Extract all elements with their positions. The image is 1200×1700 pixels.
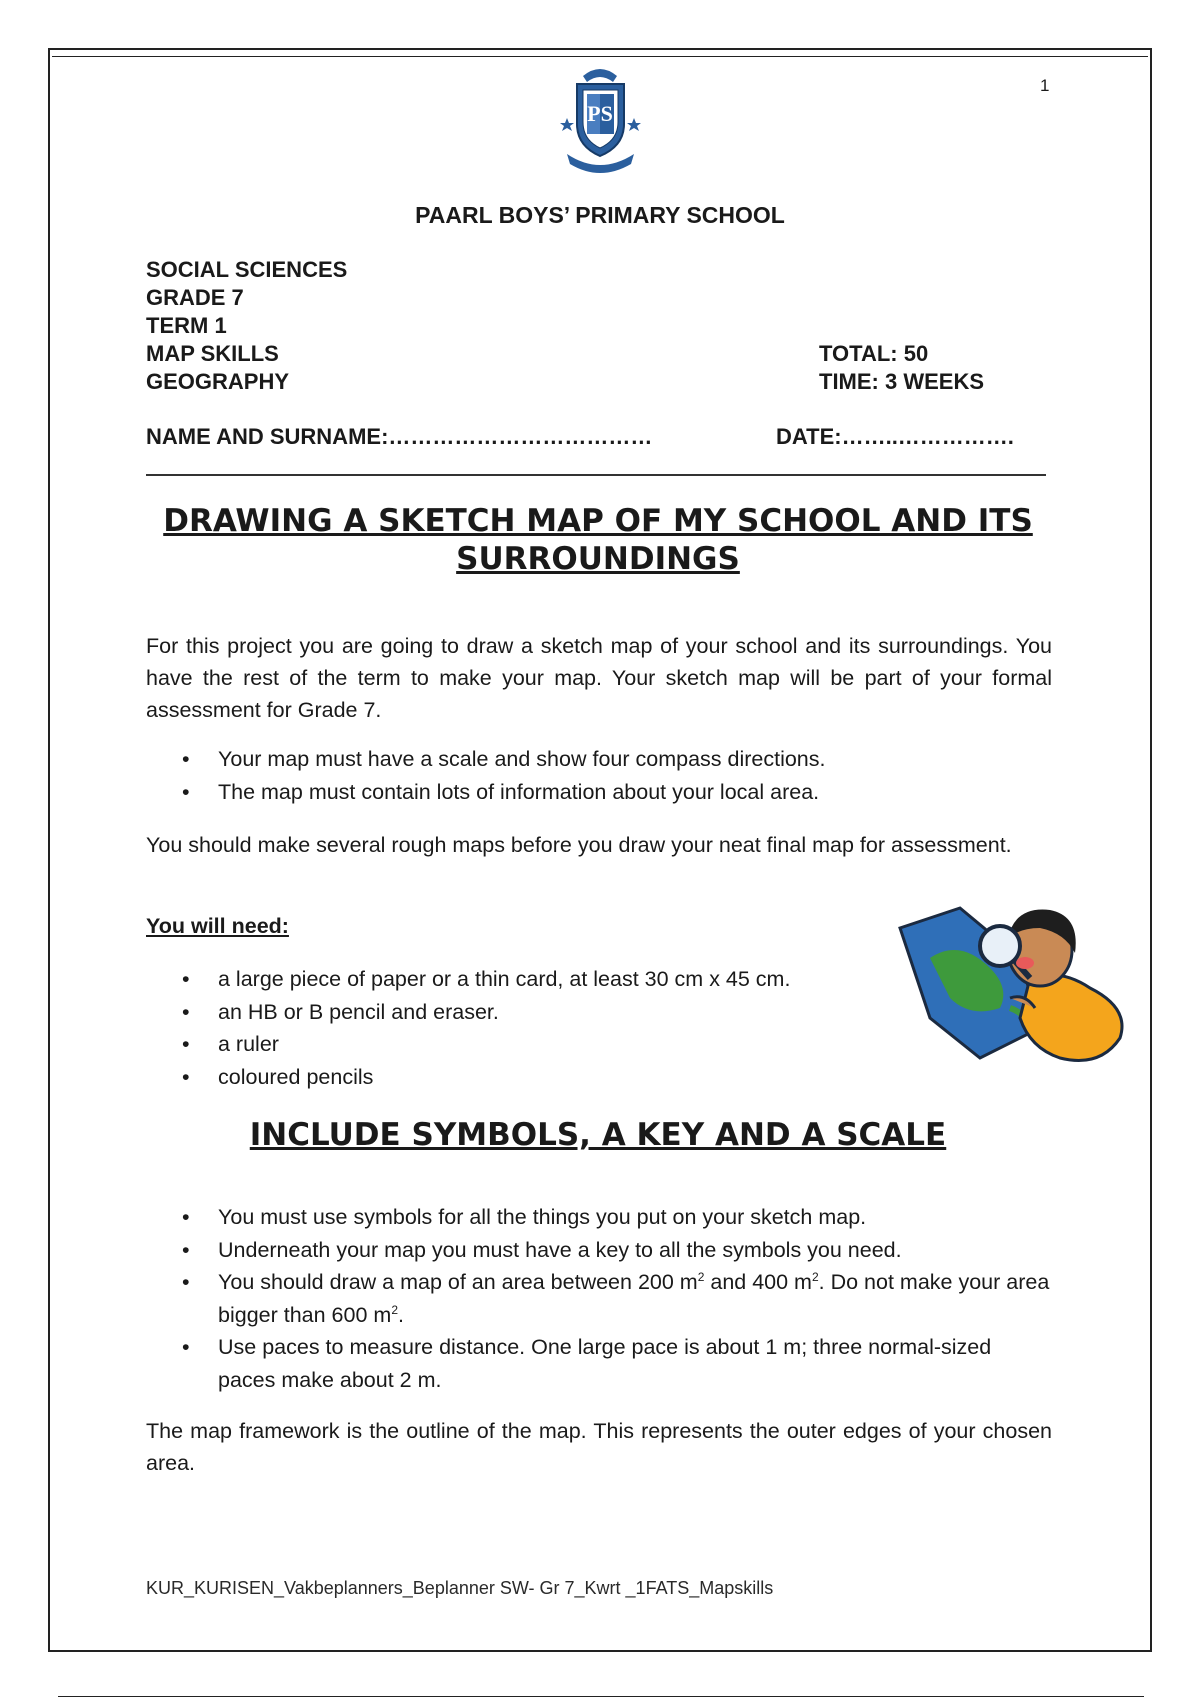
page-bottom-rule (58, 1696, 1144, 1697)
name-field[interactable]: NAME AND SURNAME:……………………………… (146, 424, 653, 449)
list-item-area: • You should draw a map of an area between 200 $m^2$ and 400 $m^2$. Do not make your area bigger than 600 $m^2$. (146, 1266, 1052, 1331)
framework-paragraph: The map framework is the outline of the map. This represents the outer edges of your chosen area. (146, 1419, 1052, 1475)
symbols-list (146, 1201, 1052, 1396)
list-item: • coloured pencils (146, 1061, 906, 1094)
list-item: • Your map must have a scale and show four compass directions. (146, 743, 1052, 776)
main-title-line2: SURROUNDINGS (456, 541, 740, 577)
page-border-inner-line (52, 56, 1148, 57)
main-title (146, 502, 1050, 578)
list-item: • a ruler (146, 1028, 906, 1061)
subject-area: GEOGRAPHY (146, 369, 290, 394)
intro-paragraph: For this project you are going to draw a sketch map of your school and its surroundings. You have the rest of the term to make your map. Your sketch map will be part of your formal assessment for Grade 7. (146, 634, 1052, 722)
list-item: • a large piece of paper or a thin card, at least 30 cm x 45 cm. (146, 963, 906, 996)
list-item: • Use paces to measure distance. One large pace is about 1 m; three normal-sized paces make about 2 m. (146, 1331, 1052, 1396)
school-name: PAARL BOYS’ PRIMARY SCHOOL (415, 202, 785, 228)
topic: MAP SKILLS (146, 341, 279, 366)
list-item: • Underneath your map you must have a key to all the symbols you need. (146, 1234, 1052, 1267)
subject-info (146, 256, 347, 396)
grade: GRADE 7 (146, 285, 244, 310)
crest-text: PS (587, 101, 613, 126)
section-title: INCLUDE SYMBOLS, A KEY AND A SCALE (249, 1117, 947, 1153)
assessment-info (819, 340, 984, 396)
list-item: • an HB or B pencil and eraser. (146, 996, 906, 1029)
term: TERM 1 (146, 313, 227, 338)
list-item: • The map must contain lots of information about your local area. (146, 776, 1052, 809)
page-number: 1 (1040, 76, 1050, 95)
footer-filename: KUR_KURISEN_Vakbeplanners_Beplanner SW- Gr 7_Kwrt _1FATS_Mapskills (146, 1578, 774, 1598)
date-field[interactable]: DATE:……..……………. (776, 424, 1014, 449)
materials-list (146, 963, 906, 1093)
materials-heading: You will need: (146, 914, 289, 938)
total-marks: TOTAL: 50 (819, 341, 929, 366)
header-divider (146, 474, 1046, 476)
subject: SOCIAL SCIENCES (146, 257, 348, 282)
main-title-line1: DRAWING A SKETCH MAP OF MY SCHOOL AND ITS (163, 503, 1033, 539)
boy-with-magnifier-and-map-icon (890, 898, 1138, 1078)
list-item: • You must use symbols for all the things you put on your sketch map. (146, 1201, 1052, 1234)
rough-maps-paragraph: You should make several rough maps before you draw your neat final map for assessment. (146, 833, 1012, 857)
time-allowed: TIME: 3 WEEKS (819, 369, 985, 394)
requirements-list (146, 743, 1052, 808)
school-crest-icon (553, 58, 648, 178)
